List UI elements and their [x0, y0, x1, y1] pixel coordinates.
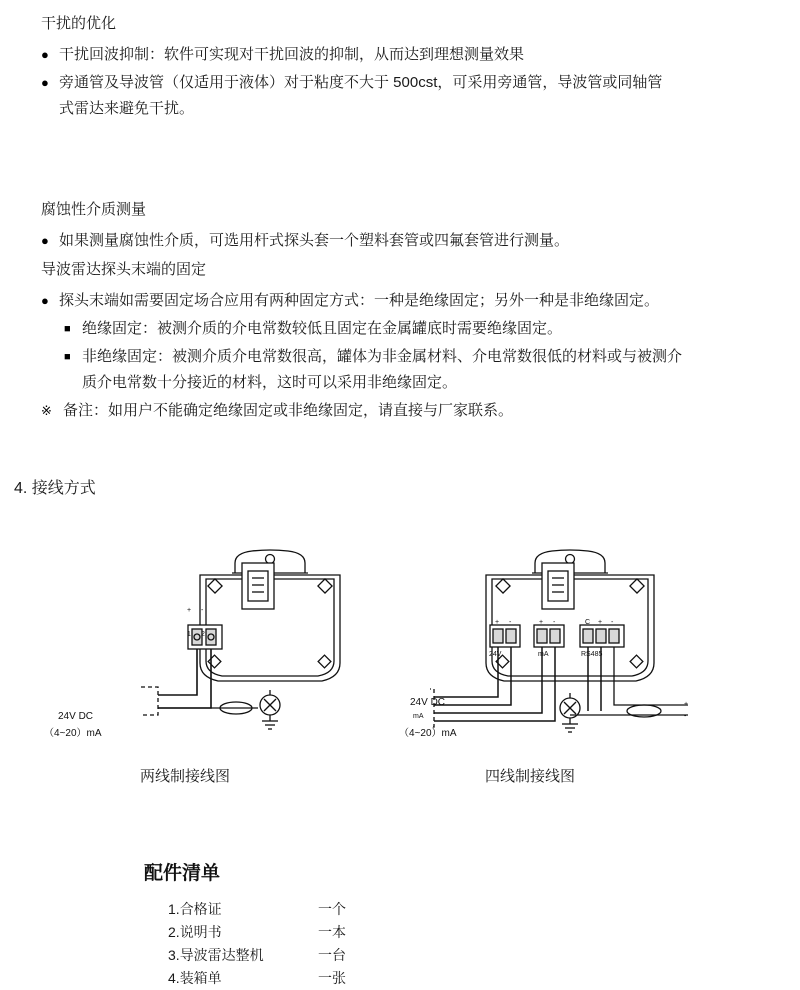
sub-bullet-text: 绝缘固定：被测介质的介电常数较低且固定在金属罐底时需要绝缘固定。 — [82, 320, 563, 337]
bullet-item — [41, 288, 701, 314]
supply-label-24v-dc: 24V DC — [58, 711, 94, 722]
supply-label-ma: （4~20）mA — [44, 728, 102, 739]
parts-item-qty: 一本 — [318, 924, 346, 940]
sub-bullet-item — [64, 316, 704, 342]
bullet-item — [41, 42, 661, 68]
supply-label-24v-dc: 24V DC — [410, 697, 446, 708]
section-title-probe-fixing: 导波雷达探头末端的固定 — [41, 261, 207, 278]
terminal-rs485-minus: - — [611, 619, 614, 626]
parts-list — [168, 898, 398, 990]
right-polarity-plus: + — [684, 701, 689, 708]
terminal-group-label-ma: mA — [538, 651, 549, 658]
figure-four-wire-diagram — [430, 545, 710, 765]
bullet-text: 探头末端如需要固定场合应用有两种固定方式：一种是绝缘固定；另外一种是非绝缘固定。 — [59, 292, 660, 309]
bullet-marker-dot: ● — [41, 293, 49, 308]
bullet-marker-square: ■ — [64, 351, 71, 363]
note-marker: ※ — [41, 403, 52, 418]
bullet-item — [41, 70, 671, 122]
parts-item-qty: 一张 — [318, 970, 346, 986]
note-item — [41, 398, 701, 424]
bullet-marker-square: ■ — [64, 323, 71, 335]
terminal-24v-plus: + — [495, 619, 500, 626]
bullet-marker-dot: ● — [41, 47, 49, 62]
sub-bullet-text: 非绝缘固定：被测介质介电常数很高，罐体为非金属材料、介电常数很低的材料或与被测介质介电常数十分接近的材料，这时可以采用非绝缘固定。 — [82, 348, 683, 391]
bullet-text: 干扰回波抑制：软件可实现对干扰回波的抑制，从而达到理想测量效果 — [59, 46, 525, 63]
bullet-marker-dot: ● — [41, 233, 49, 248]
terminal-rs485-c: C — [585, 619, 591, 626]
terminal-rs485-plus: + — [598, 619, 603, 626]
terminal-ma-minus: - — [553, 619, 556, 626]
supply-label-ma: mA — [413, 713, 424, 720]
parts-item-qty: 一个 — [318, 901, 346, 917]
supply-label-range: （4~20）mA — [399, 728, 457, 739]
bullet-text: 如果测量腐蚀性介质，可选用杆式探头套一个塑料套管或四氟套管进行测量。 — [59, 232, 570, 249]
heading-wiring: 4. 接线方式 — [14, 480, 96, 497]
parts-list-item — [168, 967, 398, 990]
parts-list-title: 配件清单 — [144, 863, 221, 884]
right-polarity-minus: - — [684, 713, 687, 720]
parts-item-qty: 一台 — [318, 947, 346, 963]
parts-item-name: 4.装箱单 — [168, 970, 222, 986]
terminal-ma-plus: + — [539, 619, 544, 626]
figure-two-wire-diagram — [140, 545, 400, 765]
sub-bullet-item — [64, 344, 694, 396]
bullet-item — [41, 228, 701, 254]
section-title-corrosive: 腐蚀性介质测量 — [41, 201, 147, 218]
terminal-number-1: 1 — [187, 631, 191, 638]
terminal-polarity-minus: - — [201, 607, 204, 614]
terminal-polarity-plus: + — [187, 607, 192, 614]
section-title-interference: 干扰的优化 — [41, 15, 117, 32]
parts-list-item — [168, 944, 398, 967]
bullet-marker-dot: ● — [41, 75, 49, 90]
parts-list-item — [168, 898, 398, 921]
figure-caption-two-wire: 两线制接线图 — [139, 768, 230, 785]
parts-item-name: 2.说明书 — [168, 924, 222, 940]
terminal-group-label-rs485: RS485 — [581, 651, 603, 658]
note-text: 备注：如用户不能确定绝缘固定或非绝缘固定，请直接与厂家联系。 — [63, 402, 514, 419]
parts-item-name: 1.合格证 — [168, 901, 222, 917]
terminal-number-2: 2 — [201, 631, 205, 638]
bullet-text: 旁通管及导波管（仅适用于液体）对于粘度不大于 500cst，可采用旁通管，导波管或同轴管式雷达来避免干扰。 — [59, 74, 663, 117]
terminal-group-label-24v: 24V — [489, 651, 502, 658]
figure-caption-four-wire: 四线制接线图 — [484, 768, 575, 785]
parts-item-name: 3.导波雷达整机 — [168, 947, 264, 963]
parts-list-item — [168, 921, 398, 944]
terminal-24v-minus: - — [509, 619, 512, 626]
